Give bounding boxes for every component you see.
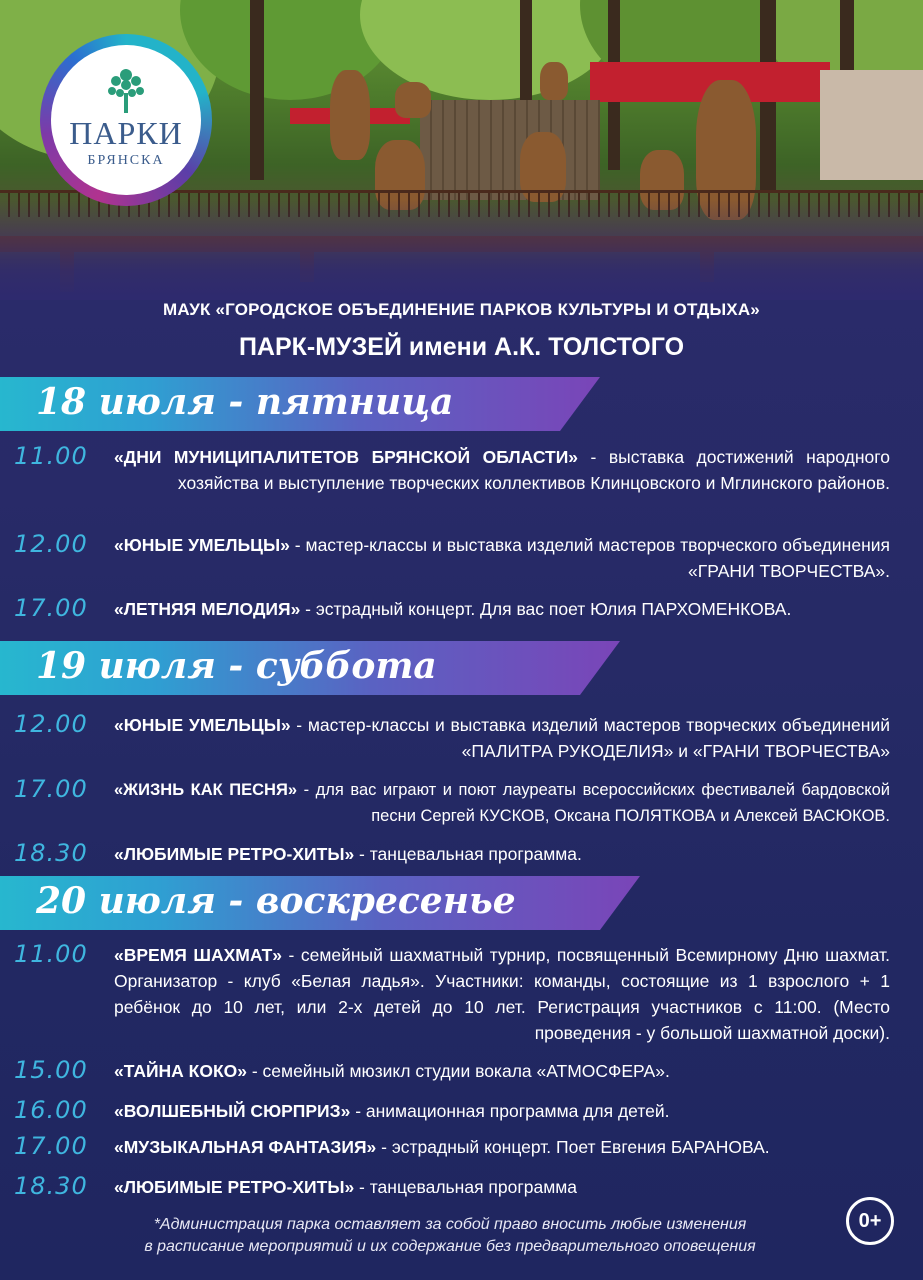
event-title: «ЛЮБИМЫЕ РЕТРО-ХИТЫ» — [114, 844, 355, 864]
event-text — [114, 532, 890, 584]
event-description: - эстрадный концерт. Для вас поет Юлия ПАРХОМЕНКОВА. — [300, 599, 792, 619]
day-title: 19 июля - суббота — [36, 645, 437, 687]
event-time: 11.00 — [14, 442, 88, 470]
event-title: «ВРЕМЯ ШАХМАТ» — [114, 945, 283, 965]
event-description: - семейный мюзикл студии вокала «АТМОСФЕРА». — [247, 1061, 670, 1081]
event-description: - эстрадный концерт. Поет Евгения БАРАНОВА. — [376, 1137, 770, 1157]
event-time: 17.00 — [14, 775, 88, 803]
event-title: «ЮНЫЕ УМЕЛЬЦЫ» — [114, 715, 291, 735]
event-description: - танцевальная программа. — [354, 844, 582, 864]
event-text — [114, 1174, 890, 1200]
day-banner-1 — [0, 377, 600, 431]
event-time: 16.00 — [14, 1096, 88, 1124]
logo-title: ПАРКИ — [69, 115, 183, 151]
event-time: 12.00 — [14, 530, 88, 558]
age-rating-badge: 0+ — [846, 1197, 894, 1245]
disclaimer-line: в расписание мероприятий и их содержание без предварительного оповещения — [144, 1238, 756, 1255]
event-text — [114, 942, 890, 1046]
event-text — [114, 1098, 890, 1124]
event-time: 18.30 — [14, 839, 88, 867]
event-title: «ЛЮБИМЫЕ РЕТРО-ХИТЫ» — [114, 1177, 355, 1197]
park-name: ПАРК-МУЗЕЙ имени А.К. ТОЛСТОГО — [238, 333, 685, 361]
event-time: 17.00 — [14, 594, 88, 622]
event-description: - семейный шахматный турнир, посвященный Всемирному Дню шахмат. Организатор - клуб «Белая ладья». Участники: команды, состоящие из 1 взрослого + 1 ребёнок до 10 лет, или 2-х детей до 10 лет. Регистрация участников с 11:00. (Место проведения - у большой шахматной доски). — [114, 945, 890, 1043]
event-time: 18.30 — [14, 1172, 88, 1200]
disclaimer-note — [80, 1214, 820, 1258]
event-text — [114, 712, 890, 764]
organization-name: МАУК «ГОРОДСКОЕ ОБЪЕДИНЕНИЕ ПАРКОВ КУЛЬТУРЫ И ОТДЫХА» — [163, 300, 760, 319]
event-title: «ВОЛШЕБНЫЙ СЮРПРИЗ» — [114, 1101, 351, 1121]
event-title: «ТАЙНА КОКО» — [114, 1061, 247, 1081]
event-description: - танцевальная программа — [354, 1177, 577, 1197]
event-title: «ЛЕТНЯЯ МЕЛОДИЯ» — [114, 599, 301, 619]
parks-logo — [40, 34, 212, 206]
event-text — [114, 1058, 890, 1084]
event-description: - мастер-классы и выставка изделий мастеров творческих объединений «ПАЛИТРА РУКОДЕЛИЯ» и «ГРАНИ ТВОРЧЕСТВА» — [290, 715, 890, 761]
day-title: 18 июля - пятница — [36, 381, 454, 423]
logo-subtitle: БРЯНСКА — [87, 153, 165, 168]
day-banner-3 — [0, 876, 640, 930]
event-time: 17.00 — [14, 1132, 88, 1160]
day-title: 20 июля - воскресенье — [36, 880, 516, 922]
day-banner-2 — [0, 641, 620, 695]
event-time: 12.00 — [14, 710, 88, 738]
event-time: 15.00 — [14, 1056, 88, 1084]
event-text — [114, 596, 890, 622]
disclaimer-line: *Администрация парка оставляет за собой право вносить любые изменения — [153, 1216, 747, 1233]
event-description: - выставка достижений народного хозяйства и выступление творческих коллективов Клинцовского и Мглинского районов. — [177, 447, 890, 493]
event-text — [114, 1134, 890, 1160]
event-text — [114, 777, 890, 829]
event-title: «ЖИЗНЬ КАК ПЕСНЯ» — [114, 781, 297, 799]
event-text — [114, 841, 890, 867]
event-title: «МУЗЫКАЛЬНАЯ ФАНТАЗИЯ» — [114, 1137, 377, 1157]
event-text — [114, 444, 890, 496]
event-description: - анимационная программа для детей. — [350, 1101, 670, 1121]
event-time: 11.00 — [14, 940, 88, 968]
tree-icon — [104, 63, 148, 115]
event-description: - для вас играют и поют лауреаты всероссийских фестивалей бардовской песни Сергей КУСКОВ, Оксана ПОЛЯТКОВА и Алексей ВАСЮКОВ. — [297, 781, 890, 825]
event-description: - мастер-классы и выставка изделий мастеров творческого объединения «ГРАНИ ТВОРЧЕСТВА». — [289, 535, 890, 581]
event-title: «ДНИ МУНИЦИПАЛИТЕТОВ БРЯНСКОЙ ОБЛАСТИ» — [114, 447, 579, 467]
event-title: «ЮНЫЕ УМЕЛЬЦЫ» — [114, 535, 290, 555]
